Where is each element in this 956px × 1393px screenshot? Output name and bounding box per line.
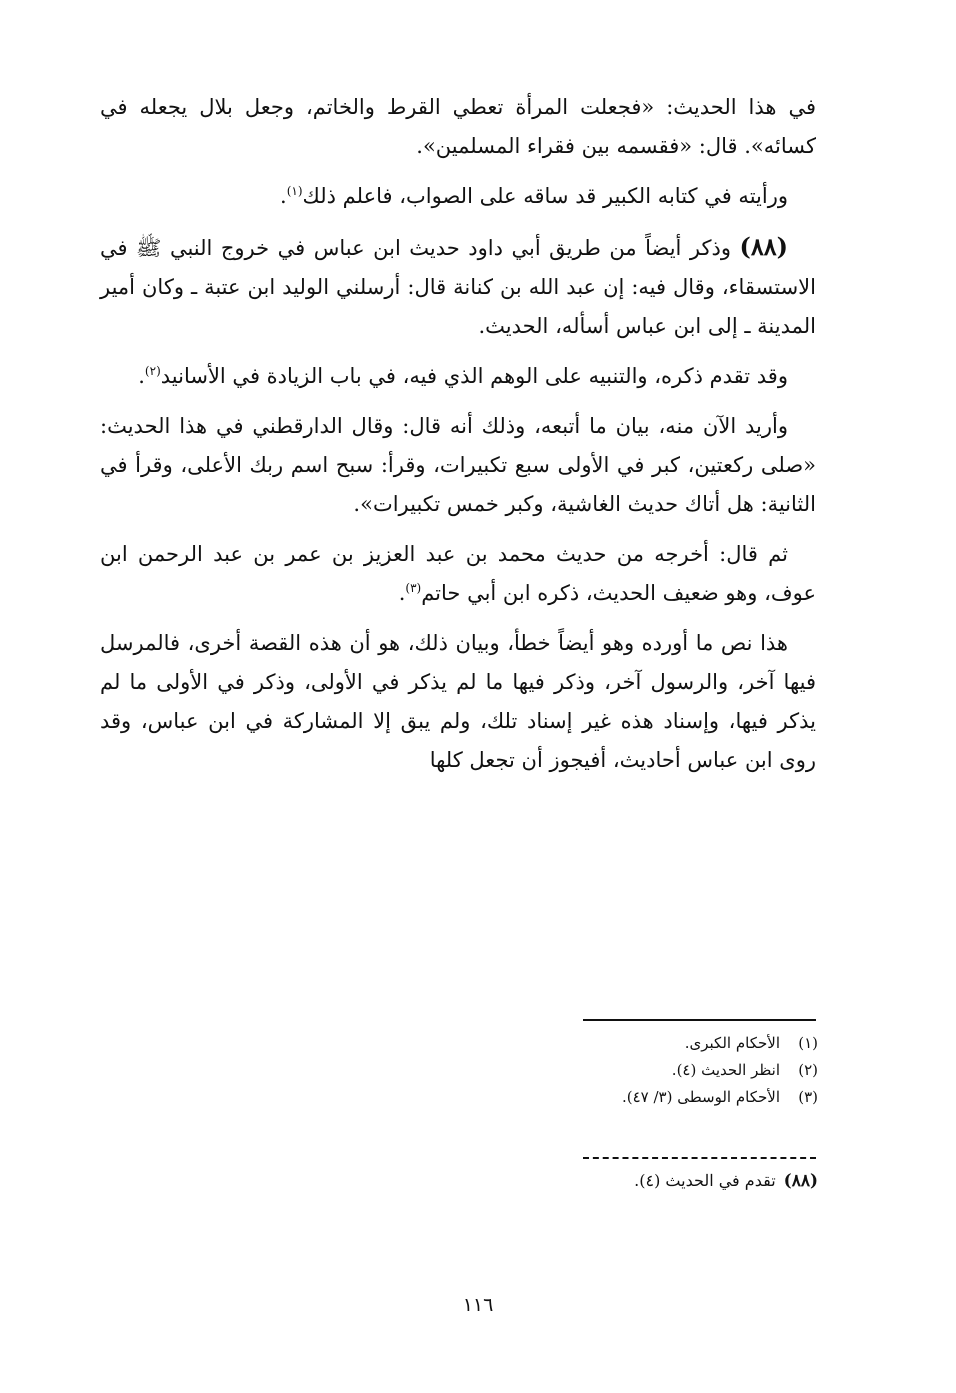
cross-reference-number: (٨٨): [783, 1171, 818, 1191]
footnote-text: انظر الحديث (٤).: [671, 1061, 780, 1079]
hadith-number: (٨٨): [739, 232, 788, 261]
footnote-1: [420, 1030, 818, 1057]
footnote-number: (١): [798, 1034, 818, 1052]
footnotes: [420, 1030, 818, 1111]
paragraph-7: هذا نص ما أورده وهو أيضاً خطأ، وبيان ذلك، هو أن هذه القصة أخرى، فالمرسل فيها آخر، والرسول آخر، وذكر فيها ما لم يذكر في الأولى، وذكر في الأولى ما لم يذكر فيها، وإسناد هذه غير إسناد تلك، ولم يبق إلا المشاركة في ابن عباس، وقد روى ابن عباس أحاديث، أفيجوز أن تجعل كلها: [100, 631, 816, 772]
cross-reference-text: تقدم في الحديث (٤).: [634, 1171, 776, 1190]
cross-reference: [420, 1167, 818, 1195]
footnote-ref-1[interactable]: (١): [286, 184, 303, 198]
footnote-separator: [583, 1019, 816, 1021]
page-number: ١١٦: [462, 1294, 494, 1316]
paragraph-2: ورأيته في كتابه الكبير قد ساقه على الصواب، فاعلم ذلك$^{(١)}$.: [280, 184, 788, 208]
footnote-text: الأحكام الكبرى.: [684, 1034, 780, 1052]
footnote-number: (٣): [798, 1088, 818, 1106]
paragraph-6: ثم قال: أخرجه من حديث محمد بن عبد العزيز بن عمر بن عبد الرحمن ابن عوف، وهو ضعيف الحديث، ذكره ابن أبي حاتم$^{(٣)}$.: [100, 542, 816, 605]
paragraph-5: وأريد الآن منه، بيان ما أتبعه، وذلك أنه قال: وقال الدارقطني في هذا الحديث: «صلى ركعتين، كبر في الأولى سبع تكبيرات، وقرأ: سبح اسم ربك الأعلى، وقرأ في الثانية: هل أتاك حديث الغاشية، وكبر خمس تكبيرات».: [100, 414, 816, 516]
cross-reference-separator: [583, 1157, 816, 1159]
main-text: [100, 88, 816, 780]
footnote-3: [420, 1084, 818, 1111]
footnote-ref-3[interactable]: (٣): [405, 581, 422, 595]
footnote-number: (٢): [798, 1061, 818, 1079]
paragraph-4: وقد تقدم ذكره، والتنبيه على الوهم الذي فيه، في باب الزيادة في الأسانيد$^{(٢)}$.: [138, 364, 788, 388]
footnote-2: [420, 1057, 818, 1084]
footnote-ref-2[interactable]: (٢): [144, 364, 161, 378]
paragraph-88: (٨٨) وذكر أيضاً من طريق أبي داود حديث ابن عباس في خروج النبي ﷺ في الاستسقاء، وقال فيه: إن عبد الله بن كنانة قال: أرسلني الوليد ابن عتبة ـ وكان أمير المدينة ـ إلى ابن عباس أسأله، الحديث.: [100, 232, 816, 338]
paragraph-1: في هذا الحديث: «فجعلت المرأة تعطي القرط والخاتم، وجعل بلال يجعله في كسائه». قال: «فقسمه بين فقراء المسلمين».: [100, 95, 816, 158]
footnote-text: الأحكام الوسطى (٣/ ٤٧).: [621, 1088, 780, 1106]
